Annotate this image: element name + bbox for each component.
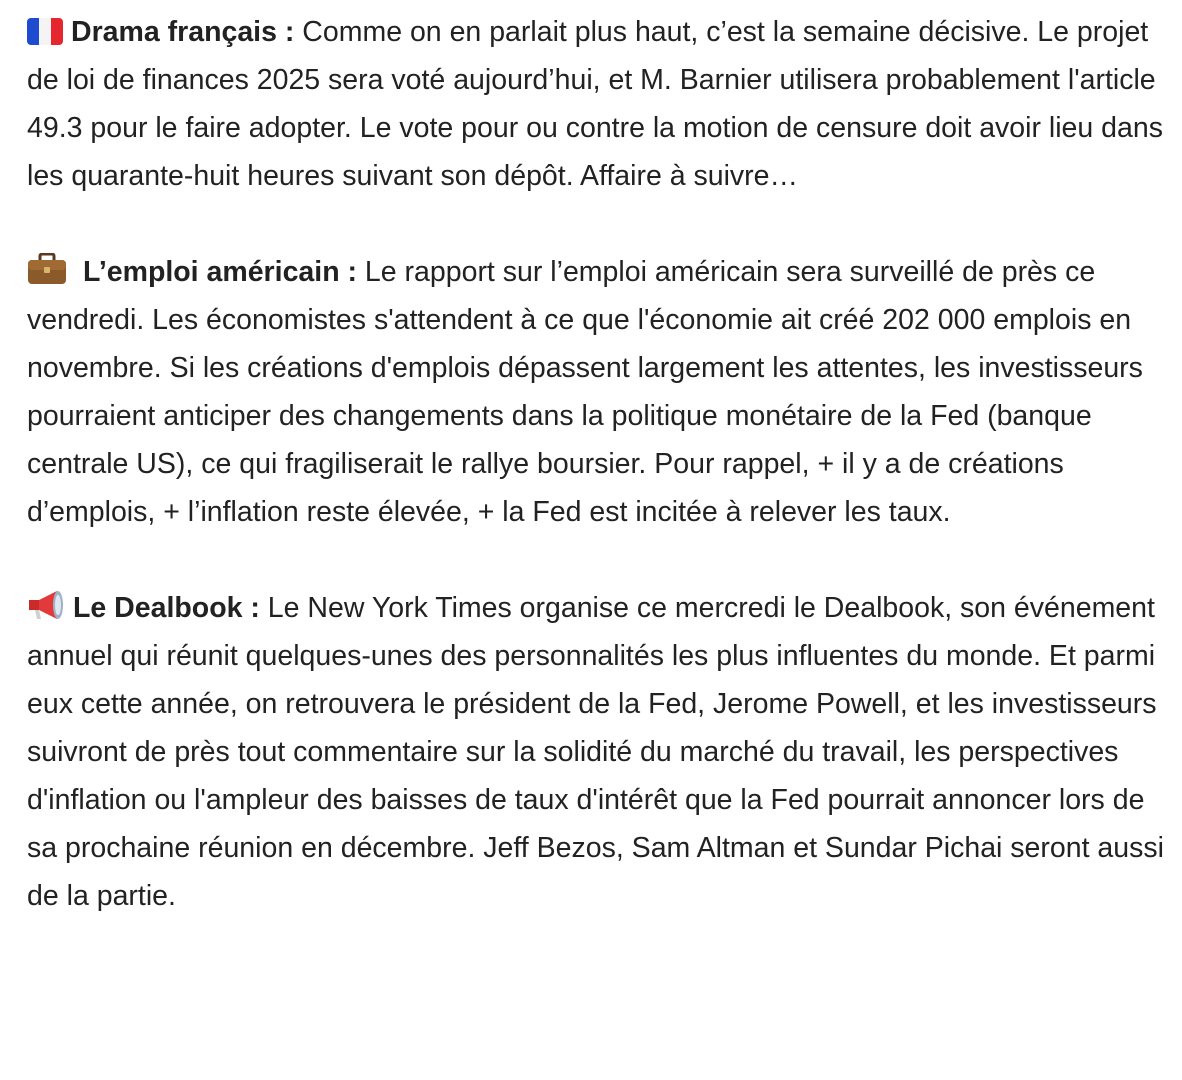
section-body: Le New York Times organise ce mercredi le Dealbook, son événement annuel qui réunit quelques-unes des personnalités les plus influentes du monde. Et parmi eux cette année, on retrouvera le président de la Fed, Jerome Powell, et les investisseurs suivront de près tout commentaire sur la solidité du marché du travail, les perspectives d'inflation ou l'ampleur des baisses de taux d'intérêt que la Fed pourrait annoncer lors de sa prochaine réunion en décembre. Jeff Bezos, Sam Altman et Sundar Pichai seront aussi de la partie. <box>27 592 1164 912</box>
section-drama-francais <box>27 8 1167 200</box>
section-title: Drama français : <box>71 16 295 48</box>
section-dealbook <box>27 584 1167 920</box>
article-content <box>27 8 1167 920</box>
section-title: L’emploi américain : <box>83 256 358 288</box>
section-title: Le Dealbook : <box>73 592 260 624</box>
french-flag-icon <box>27 18 63 45</box>
section-emploi-americain <box>27 248 1167 536</box>
section-body: Le rapport sur l’emploi américain sera surveillé de près ce vendredi. Les économistes s'attendent à ce que l'économie ait créé 202 000 emplois en novembre. Si les créations d'emplois dépassent largement les attentes, les investisseurs pourraient anticiper des changements dans la politique monétaire de la Fed (banque centrale US), ce qui fragiliserait le rallye boursier. Pour rappel, + il y a de créations d’emplois, + l’inflation reste élevée, + la Fed est incitée à relever les taux. <box>27 256 1143 528</box>
briefcase-icon <box>27 252 67 284</box>
section-body: Comme on en parlait plus haut, c’est la semaine décisive. Le projet de loi de finances 2025 sera voté aujourd’hui, et M. Barnier utilisera probablement l'article 49.3 pour le faire adopter. Le vote pour ou contre la motion de censure doit avoir lieu dans les quarante-huit heures suivant son dépôt. Affaire à suivre… <box>27 16 1163 192</box>
megaphone-icon <box>27 588 65 620</box>
